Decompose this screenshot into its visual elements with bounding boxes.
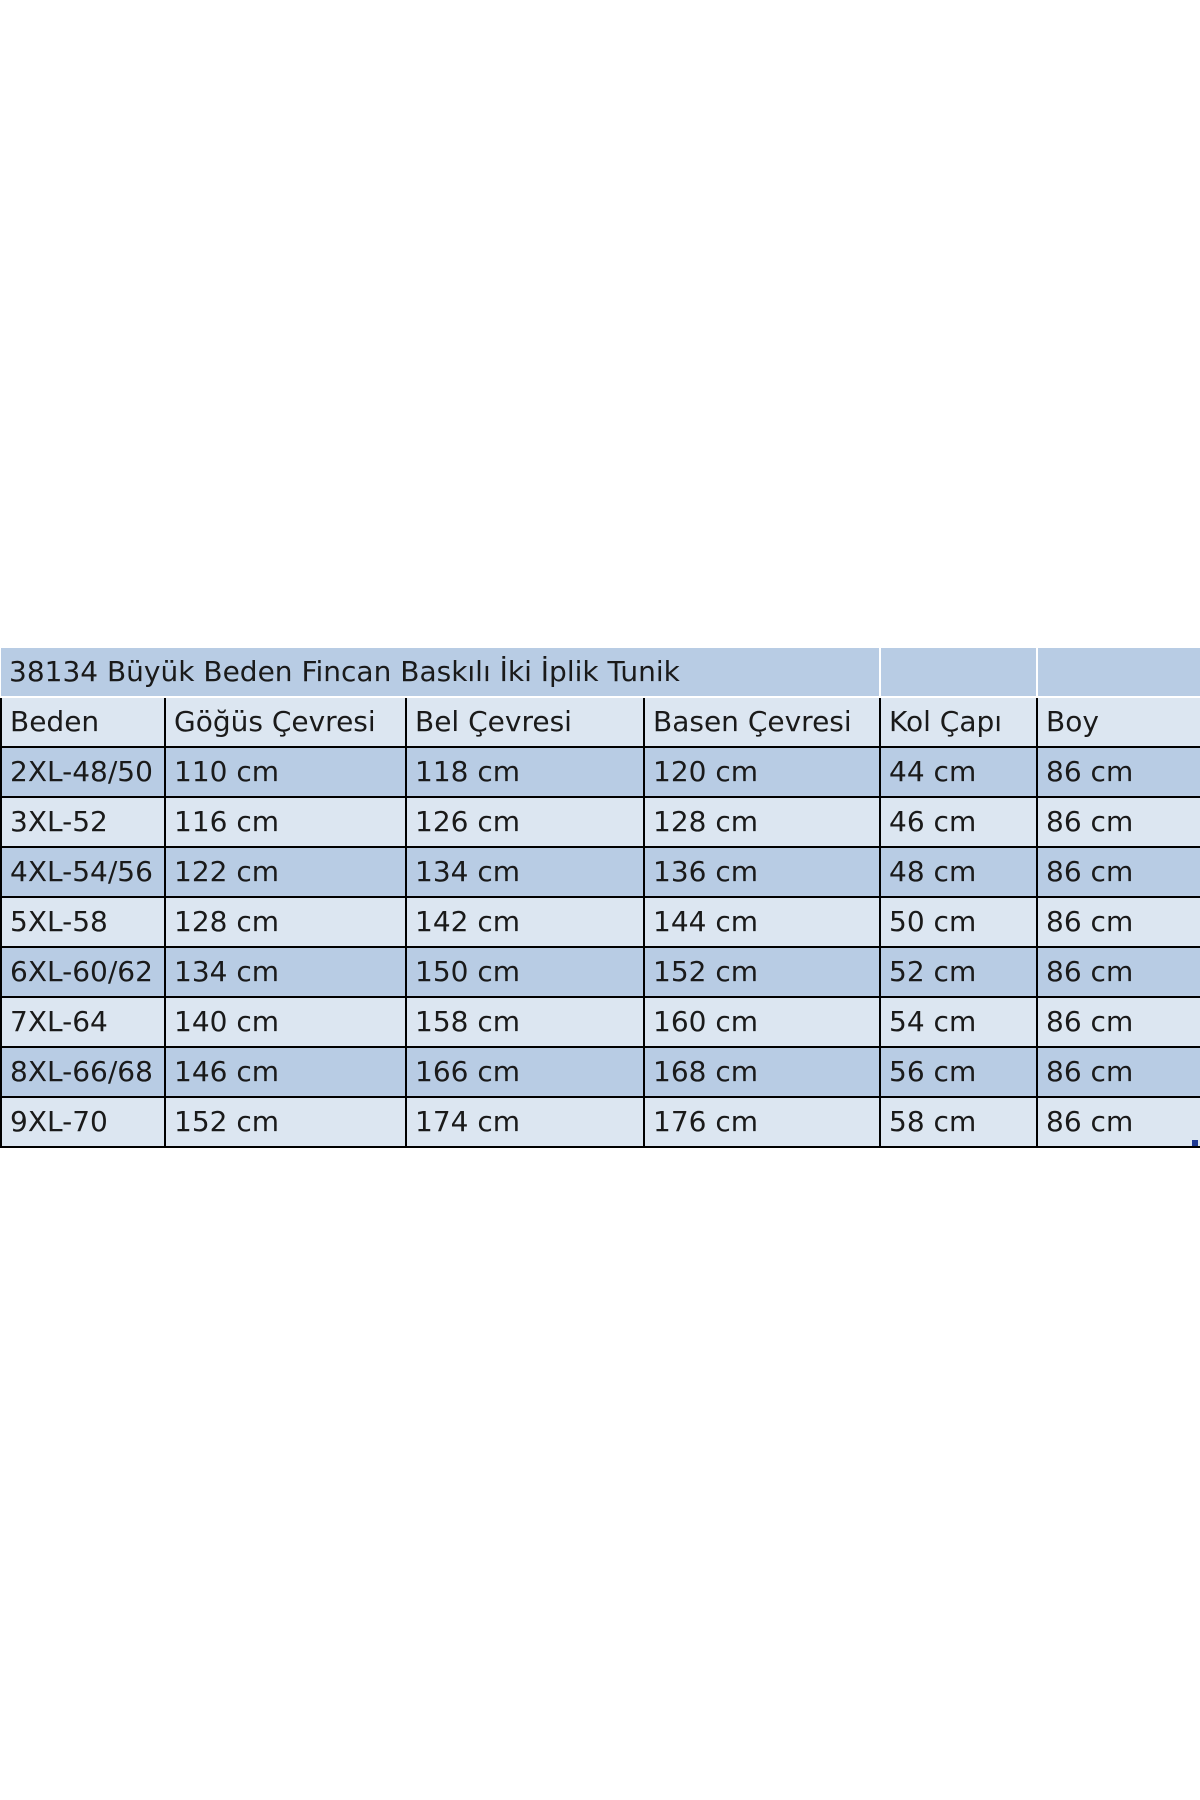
- size-chart: [0, 648, 1200, 1148]
- cell-size: 5XL-58: [1, 897, 165, 947]
- cell-length: 86 cm: [1037, 1047, 1200, 1097]
- cell-sleeve: 58 cm: [880, 1097, 1037, 1147]
- table-row: [1, 847, 1200, 897]
- table-row: [1, 747, 1200, 797]
- cell-hip: 152 cm: [644, 947, 880, 997]
- cell-hip: 120 cm: [644, 747, 880, 797]
- header-beden: Beden: [1, 697, 165, 747]
- cell-waist: 142 cm: [406, 897, 644, 947]
- header-basen-cevresi: Basen Çevresi: [644, 697, 880, 747]
- cell-waist: 126 cm: [406, 797, 644, 847]
- cell-size: 8XL-66/68: [1, 1047, 165, 1097]
- cell-waist: 158 cm: [406, 997, 644, 1047]
- table-row: [1, 947, 1200, 997]
- size-table: [0, 648, 1200, 1148]
- title-empty-cell: [880, 648, 1037, 697]
- cell-sleeve: 48 cm: [880, 847, 1037, 897]
- cell-length: 86 cm: [1037, 1097, 1200, 1147]
- cell-length: 86 cm: [1037, 747, 1200, 797]
- cell-waist: 174 cm: [406, 1097, 644, 1147]
- cell-chest: 128 cm: [165, 897, 406, 947]
- cell-length: 86 cm: [1037, 797, 1200, 847]
- cell-size: 2XL-48/50: [1, 747, 165, 797]
- cell-size: 9XL-70: [1, 1097, 165, 1147]
- cell-hip: 128 cm: [644, 797, 880, 847]
- cell-length: 86 cm: [1037, 897, 1200, 947]
- cell-chest: 146 cm: [165, 1047, 406, 1097]
- cell-chest: 110 cm: [165, 747, 406, 797]
- cell-hip: 160 cm: [644, 997, 880, 1047]
- cell-sleeve: 52 cm: [880, 947, 1037, 997]
- header-bel-cevresi: Bel Çevresi: [406, 697, 644, 747]
- header-gogus-cevresi: Göğüs Çevresi: [165, 697, 406, 747]
- cell-waist: 134 cm: [406, 847, 644, 897]
- cell-sleeve: 50 cm: [880, 897, 1037, 947]
- title-row: [1, 648, 1200, 697]
- table-title: 38134 Büyük Beden Fincan Baskılı İki İplik Tunik: [1, 648, 880, 697]
- table-row: [1, 1097, 1200, 1147]
- table-row: [1, 797, 1200, 847]
- cell-chest: 122 cm: [165, 847, 406, 897]
- cell-waist: 118 cm: [406, 747, 644, 797]
- cell-hip: 176 cm: [644, 1097, 880, 1147]
- table-row: [1, 1047, 1200, 1097]
- cell-hip: 168 cm: [644, 1047, 880, 1097]
- size-table-body: [1, 648, 1200, 1147]
- header-kol-capi: Kol Çapı: [880, 697, 1037, 747]
- cell-sleeve: 44 cm: [880, 747, 1037, 797]
- cell-sleeve: 54 cm: [880, 997, 1037, 1047]
- header-boy: Boy: [1037, 697, 1200, 747]
- cell-chest: 152 cm: [165, 1097, 406, 1147]
- cell-chest: 116 cm: [165, 797, 406, 847]
- cell-size: 4XL-54/56: [1, 847, 165, 897]
- cell-waist: 166 cm: [406, 1047, 644, 1097]
- cell-hip: 144 cm: [644, 897, 880, 947]
- cell-length: 86 cm: [1037, 997, 1200, 1047]
- cell-size: 7XL-64: [1, 997, 165, 1047]
- cell-waist: 150 cm: [406, 947, 644, 997]
- table-row: [1, 897, 1200, 947]
- cell-chest: 134 cm: [165, 947, 406, 997]
- title-empty-cell: [1037, 648, 1200, 697]
- corner-handle: [1192, 1140, 1198, 1146]
- cell-length: 86 cm: [1037, 847, 1200, 897]
- cell-sleeve: 46 cm: [880, 797, 1037, 847]
- header-row: [1, 697, 1200, 747]
- table-row: [1, 997, 1200, 1047]
- cell-chest: 140 cm: [165, 997, 406, 1047]
- cell-size: 3XL-52: [1, 797, 165, 847]
- cell-sleeve: 56 cm: [880, 1047, 1037, 1097]
- cell-hip: 136 cm: [644, 847, 880, 897]
- cell-size: 6XL-60/62: [1, 947, 165, 997]
- cell-length: 86 cm: [1037, 947, 1200, 997]
